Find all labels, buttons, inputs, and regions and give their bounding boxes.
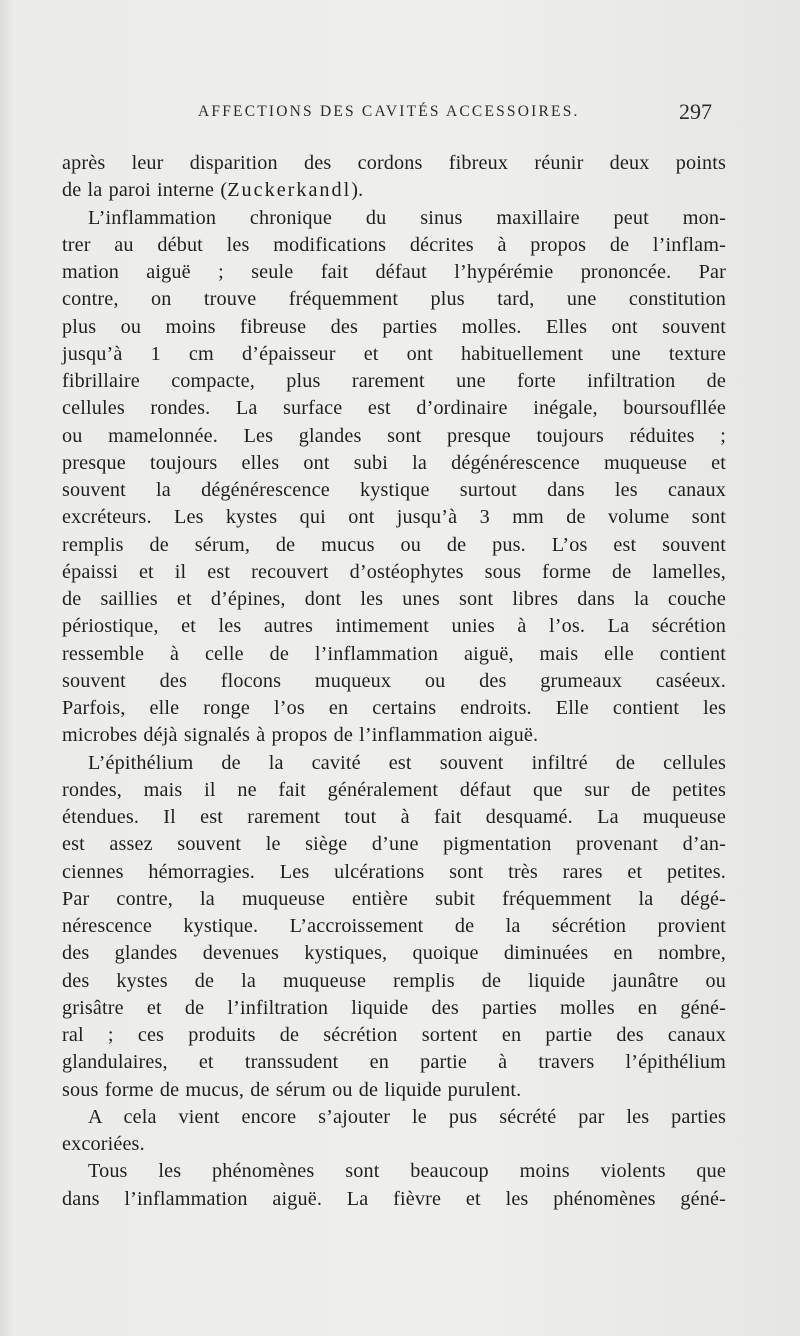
text-line: ou mamelonnée. Les glandes sont presque toujours réduites ; [62, 424, 726, 447]
text-line-end: ). [351, 179, 364, 202]
paragraph-start-line: A cela vient encore s’ajouter le pus sécrété par les parties [88, 1105, 726, 1128]
text-line: presque toujours elles ont subi la dégénérescence muqueuse et [62, 451, 726, 474]
text-line: jusqu’à 1 cm d’épaisseur et ont habituellement une texture [62, 342, 726, 365]
text-line: des glandes devenues kystiques, quoique diminuées en nombre, [62, 942, 726, 965]
running-head: AFFECTIONS DES CAVITÉS ACCESSOIRES. [198, 103, 580, 120]
text-line: remplis de sérum, de mucus ou de pus. L’os est souvent [62, 533, 726, 556]
text-line: nérescence kystique. L’accroissement de la sécrétion provient [62, 915, 726, 937]
text-line: ressemble à celle de l’inflammation aiguë, mais elle contient [62, 642, 726, 665]
text-line: ral ; ces produits de sécrétion sortent en partie des canaux [62, 1024, 726, 1046]
text-line [62, 177, 726, 204]
text-line: est assez souvent le siège d’une pigmentation provenant d’an- [62, 833, 726, 856]
text-line: rondes, mais il ne fait généralement défaut que sur de petites [62, 778, 726, 801]
page-header [0, 99, 800, 133]
text-line: Parfois, elle ronge l’os en certains endroits. Elle contient les [62, 697, 726, 719]
text-line: des kystes de la muqueuse remplis de liquide jaunâtre ou [62, 969, 726, 992]
text-line: trer au début les modifications décrites à propos de l’inflam- [62, 233, 726, 256]
text-line: cellules rondes. La surface est d’ordinaire inégale, boursoufllée [62, 397, 726, 420]
paragraph-end-line: microbes déjà signalés à propos de l’inflammation aiguë. [62, 724, 539, 747]
paragraph-end-line: excoriées. [62, 1133, 145, 1155]
text-line: épaissi et il est recouvert d’ostéophytes sous forme de lamelles, [62, 560, 726, 583]
text-line: étendues. Il est rarement tout à fait desquamé. La muqueuse [62, 806, 726, 828]
paragraph-start-line: L’inflammation chronique du sinus maxillaire peut mon- [88, 206, 726, 229]
page-number: 297 [679, 99, 712, 124]
text-line: glandulaires, et transsudent en partie à travers l’épithélium [62, 1051, 726, 1074]
text-line: de saillies et d’épines, dont les unes sont libres dans la couche [62, 588, 726, 610]
text-line: après leur disparition des cordons fibreux réunir deux points [62, 152, 726, 174]
text-line: plus ou moins fibreuse des parties molles. Elles ont souvent [62, 315, 726, 338]
text-line: Par contre, la muqueuse entière subit fréquemment la dégé- [62, 887, 726, 910]
text-line: souvent la dégénérescence kystique surtout dans les canaux [62, 479, 726, 501]
text-line: souvent des flocons muqueux ou des grumeaux caséeux. [62, 669, 726, 692]
text-line: grisâtre et de l’infiltration liquide des parties molles en géné- [62, 996, 726, 1019]
author-name: Zuckerkandl [227, 179, 352, 202]
text-line: contre, on trouve fréquemment plus tard, une constitution [62, 288, 726, 311]
body-text [62, 150, 726, 1213]
text-line: dans l’inflammation aiguë. La fièvre et les phénomènes géné- [62, 1187, 726, 1210]
paragraph-start-line: L’épithélium de la cavité est souvent infiltré de cellules [88, 751, 726, 774]
text-line: ciennes hémorragies. Les ulcérations sont très rares et petites. [62, 860, 726, 883]
paragraph-end-line: sous forme de mucus, de sérum ou de liquide purulent. [62, 1078, 522, 1101]
text-line-start: de la paroi interne ( [62, 179, 228, 202]
text-line: fibrillaire compacte, plus rarement une forte infiltration de [62, 370, 726, 392]
text-line: excréteurs. Les kystes qui ont jusqu’à 3 mm de volume sont [62, 506, 726, 529]
text-line: mation aiguë ; seule fait défaut l’hypérémie prononcée. Par [62, 261, 726, 283]
text-line: périostique, et les autres intimement unies à l’os. La sécrétion [62, 615, 726, 638]
paragraph-start-line: Tous les phénomènes sont beaucoup moins violents que [88, 1160, 726, 1183]
